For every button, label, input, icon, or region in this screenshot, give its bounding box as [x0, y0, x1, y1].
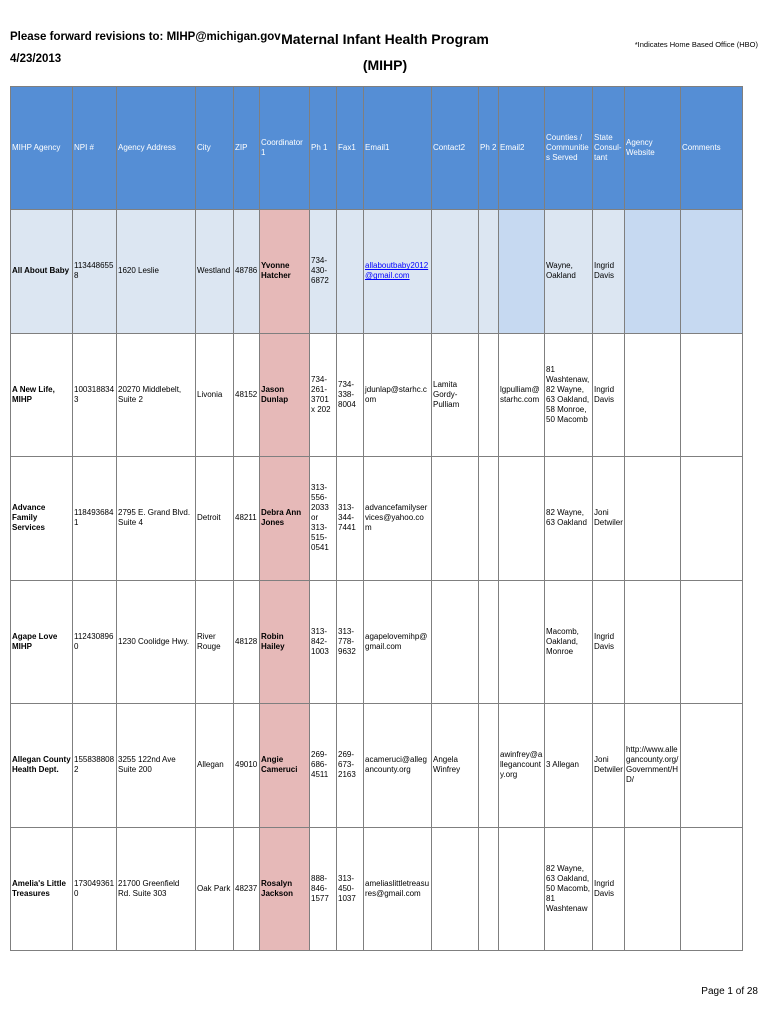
cell-fax1 [337, 210, 364, 334]
cell-counties: 81 Washtenaw, 82 Wayne, 63 Oakland, 58 Monroe, 50 Macomb [545, 333, 593, 457]
cell-city: River Rouge [196, 580, 234, 704]
col-header-comments: Comments [681, 87, 743, 210]
email1-link[interactable]: allaboutbaby2012@gmail.com [365, 261, 429, 281]
cell-email1: jdunlap@starhc.com [364, 333, 432, 457]
cell-email2 [499, 457, 545, 581]
cell-fax1: 313-450-1037 [337, 827, 364, 951]
title-line-1: Maternal Infant Health Program (MIHP) [281, 31, 489, 73]
cell-npi: 1124308960 [73, 580, 117, 704]
cell-website [625, 827, 681, 951]
cell-comments [681, 580, 743, 704]
cell-zip: 48211 [234, 457, 260, 581]
cell-comments [681, 704, 743, 828]
cell-website [625, 333, 681, 457]
cell-fax1: 734-338-8004 [337, 333, 364, 457]
cell-city: Allegan [196, 704, 234, 828]
cell-ph2 [479, 704, 499, 828]
cell-address: 1620 Leslie [117, 210, 196, 334]
col-header-website: Agency Website [625, 87, 681, 210]
cell-ph1: 313-556-2033 or 313-515-0541 [310, 457, 337, 581]
cell-zip: 48128 [234, 580, 260, 704]
cell-contact2 [432, 580, 479, 704]
col-header-coordinator1: Coordinator 1 [260, 87, 310, 210]
cell-website: http://www.allegancounty.org/Government/HD/ [625, 704, 681, 828]
col-header-city: City [196, 87, 234, 210]
cell-counties: 82 Wayne, 63 Oakland, 50 Macomb, 81 Washtenaw [545, 827, 593, 951]
col-header-fax1: Fax1 [337, 87, 364, 210]
cell-email2: lgpulliam@starhc.com [499, 333, 545, 457]
cell-contact2: Lamita Gordy-Pulliam [432, 333, 479, 457]
col-header-contact2: Contact2 [432, 87, 479, 210]
cell-zip: 48152 [234, 333, 260, 457]
cell-ph2 [479, 580, 499, 704]
col-header-ph2: Ph 2 [479, 87, 499, 210]
cell-city: Westland [196, 210, 234, 334]
col-header-npi: NPI # [73, 87, 117, 210]
page-number: Page 1 of 28 [701, 986, 758, 997]
cell-contact2 [432, 827, 479, 951]
header-left [10, 26, 281, 70]
coordinator-directory-table [10, 86, 743, 951]
table-row [11, 704, 743, 828]
cell-email1[interactable] [364, 210, 432, 334]
col-header-address: Agency Address [117, 87, 196, 210]
cell-email2: awinfrey@allegancounty.org [499, 704, 545, 828]
cell-fax1: 313-778-9632 [337, 580, 364, 704]
cell-address: 20270 Middlebelt, Suite 2 [117, 333, 196, 457]
col-header-agency: MIHP Agency [11, 87, 73, 210]
hbo-note: *Indicates Home Based Office (HBO) [634, 40, 758, 49]
cell-ph1: 734-430-6872 [310, 210, 337, 334]
cell-website [625, 457, 681, 581]
table-row [11, 827, 743, 951]
cell-email1: agapelovemihp@gmail.com [364, 580, 432, 704]
cell-consultant: Ingrid Davis [593, 210, 625, 334]
cell-counties: 82 Wayne, 63 Oakland [545, 457, 593, 581]
cell-coordinator1: Rosalyn Jackson [260, 827, 310, 951]
cell-coordinator1: Angie Cameruci [260, 704, 310, 828]
cell-email2 [499, 827, 545, 951]
cell-address: 21700 Greenfield Rd. Suite 303 [117, 827, 196, 951]
cell-consultant: Joni Detwiler [593, 704, 625, 828]
cell-fax1: 313-344-7441 [337, 457, 364, 581]
cell-email1: acameruci@allegancounty.org [364, 704, 432, 828]
col-header-counties: Counties / Communities Served [545, 87, 593, 210]
cell-agency: Agape Love MIHP [11, 580, 73, 704]
cell-contact2: Angela Winfrey [432, 704, 479, 828]
cell-website [625, 210, 681, 334]
cell-agency: A New Life, MIHP [11, 333, 73, 457]
cell-contact2 [432, 210, 479, 334]
cell-npi: 1003188343 [73, 333, 117, 457]
cell-address: 2795 E. Grand Blvd. Suite 4 [117, 457, 196, 581]
cell-coordinator1: Robin Hailey [260, 580, 310, 704]
col-header-email1: Email1 [364, 87, 432, 210]
cell-zip: 48786 [234, 210, 260, 334]
cell-agency: Allegan County Health Dept. [11, 704, 73, 828]
cell-agency: Advance Family Services [11, 457, 73, 581]
cell-fax1: 269-673-2163 [337, 704, 364, 828]
col-header-email2: Email2 [499, 87, 545, 210]
cell-email1: ameliaslittletreasures@gmail.com [364, 827, 432, 951]
cell-ph1: 313-842-1003 [310, 580, 337, 704]
cell-agency: Amelia's Little Treasures [11, 827, 73, 951]
cell-zip: 48237 [234, 827, 260, 951]
cell-zip: 49010 [234, 704, 260, 828]
table-row [11, 210, 743, 334]
cell-ph1: 269-686-4511 [310, 704, 337, 828]
cell-city: Oak Park [196, 827, 234, 951]
cell-city: Livonia [196, 333, 234, 457]
cell-address: 3255 122nd Ave Suite 200 [117, 704, 196, 828]
cell-consultant: Ingrid Davis [593, 333, 625, 457]
table-row [11, 580, 743, 704]
cell-ph2 [479, 457, 499, 581]
cell-npi: 1184936841 [73, 457, 117, 581]
cell-counties: 3 Allegan [545, 704, 593, 828]
cell-coordinator1: Jason Dunlap [260, 333, 310, 457]
table-row [11, 333, 743, 457]
cell-ph2 [479, 210, 499, 334]
cell-contact2 [432, 457, 479, 581]
cell-coordinator1: Debra Ann Jones [260, 457, 310, 581]
cell-counties: Macomb, Oakland, Monroe [545, 580, 593, 704]
cell-consultant: Ingrid Davis [593, 580, 625, 704]
cell-comments [681, 333, 743, 457]
cell-email2 [499, 580, 545, 704]
cell-ph2 [479, 333, 499, 457]
cell-coordinator1: Yvonne Hatcher [260, 210, 310, 334]
cell-email1: advancefamilyservices@yahoo.com [364, 457, 432, 581]
document-date: 4/23/2013 [10, 53, 62, 65]
table-row [11, 457, 743, 581]
table-header-row [11, 87, 743, 210]
cell-comments [681, 210, 743, 334]
cell-address: 1230 Coolidge Hwy. [117, 580, 196, 704]
forward-revisions-line: Please forward revisions to: MIHP@michigan.gov [10, 31, 281, 43]
cell-email2 [499, 210, 545, 334]
cell-website [625, 580, 681, 704]
cell-npi: 1134486558 [73, 210, 117, 334]
col-header-zip: ZIP [234, 87, 260, 210]
cell-ph2 [479, 827, 499, 951]
cell-ph1: 734-261-3701 x 202 [310, 333, 337, 457]
cell-comments [681, 827, 743, 951]
col-header-consultant: State Consul- tant [593, 87, 625, 210]
cell-consultant: Ingrid Davis [593, 827, 625, 951]
cell-consultant: Joni Detwiler [593, 457, 625, 581]
cell-ph1: 888-846-1577 [310, 827, 337, 951]
cell-npi: 1730493610 [73, 827, 117, 951]
cell-npi: 1558388082 [73, 704, 117, 828]
col-header-ph1: Ph 1 [310, 87, 337, 210]
cell-agency: All About Baby [11, 210, 73, 334]
cell-comments [681, 457, 743, 581]
cell-city: Detroit [196, 457, 234, 581]
cell-counties: Wayne, Oakland [545, 210, 593, 334]
